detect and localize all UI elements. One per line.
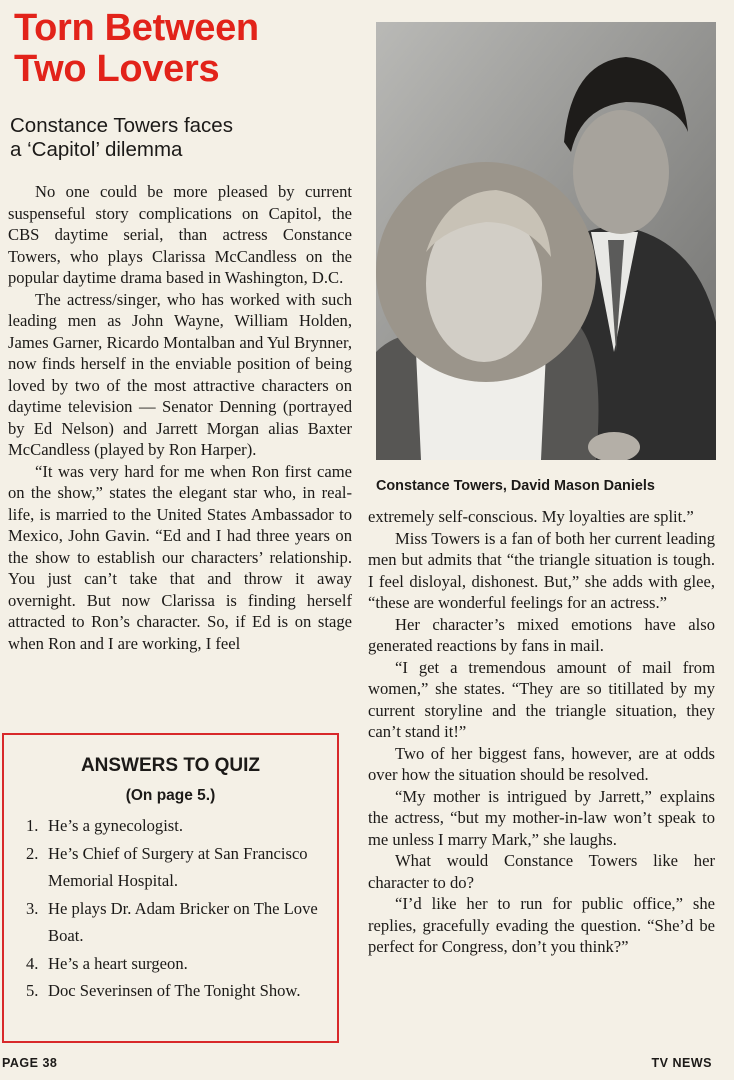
quiz-answer-number: 4.	[26, 953, 39, 973]
article-column-left	[8, 181, 352, 654]
quiz-answer-text: He plays Dr. Adam Bricker on The Love Boat.	[48, 898, 318, 945]
quiz-answer	[26, 977, 321, 1005]
quiz-answer	[26, 840, 321, 895]
publication-name: TV NEWS	[651, 1056, 712, 1070]
quiz-title: ANSWERS TO QUIZ	[80, 755, 261, 776]
article-headline	[14, 8, 344, 90]
article-paragraph: extremely self-conscious. My loyalties are split.”	[368, 507, 694, 526]
photo-caption: Constance Towers, David Mason Daniels	[376, 478, 655, 494]
quiz-answer-list	[26, 812, 321, 1005]
quiz-answer	[26, 812, 321, 840]
photo-illustration	[376, 22, 716, 460]
quiz-answer-text: He’s a heart surgeon.	[48, 953, 188, 973]
quiz-answer-text: Doc Severinsen of The Tonight Show.	[48, 981, 301, 1000]
subhead-line-2: a ‘Capitol’ dilemma	[10, 138, 183, 161]
quiz-subtitle: (On page 5.)	[125, 787, 216, 804]
article-paragraph: Her character’s mixed emotions have also generated reactions by fans in mail.	[368, 614, 715, 655]
subhead-line-1: Constance Towers faces	[10, 114, 233, 137]
quiz-answer-text: He’s a gynecologist.	[48, 816, 184, 835]
article-paragraph: The actress/singer, who has worked with such leading men as John Wayne, William Holden, James Garner, Ricardo Montalban and Yul Brynner, now finds herself in the enviable position of being loved by two of the most attractive characters on daytime television — Senator Denning (portrayed by Ed Nelson) and Jarrett Morgan alias Baxter McCandless (played by Ron Harper).	[8, 289, 352, 459]
quiz-answer-number: 2.	[26, 843, 39, 863]
quiz-answer-number: 3.	[26, 898, 39, 918]
photo-couple	[376, 22, 716, 460]
quiz-answer	[26, 895, 321, 950]
article-paragraph: What would Constance Towers like her character to do?	[368, 851, 715, 892]
page-number: PAGE 38	[2, 1056, 58, 1070]
article-paragraph: “I get a tremendous amount of mail from women,” she states. “They are so titillated by my current storyline and the triangle situation, they can’t stand it!”	[368, 657, 715, 741]
quiz-answer-number: 5.	[26, 981, 39, 1000]
article-paragraph: “I’d like her to run for public office,” she replies, gracefully evading the question. “She’d be perfect for Congress, don’t you think?”	[368, 894, 715, 956]
quiz-answer-text: He’s Chief of Surgery at San Francisco Memorial Hospital.	[48, 843, 308, 890]
article-paragraph: Two of her biggest fans, however, are at odds over how the situation should be resolved.	[368, 743, 715, 784]
article-column-right	[368, 506, 715, 958]
headline-line-2: Two Lovers	[14, 48, 220, 90]
headline-line-1: Torn Between	[14, 7, 259, 49]
article-paragraph: No one could be more pleased by current suspenseful story complications on Capitol, the CBS daytime serial, than actress Constance Towers, who plays Clarissa McCandless on the popular daytime drama based in Washington, D.C.	[8, 182, 352, 287]
quiz-answer-number: 1.	[26, 816, 39, 835]
quiz-answers-box	[2, 733, 339, 1043]
article-paragraph: Miss Towers is a fan of both her current leading men but admits that “the triangle situation is tough. I feel disloyal, dishonest. But,” she adds with glee, “these are wonderful feelings for an actress.”	[368, 528, 715, 612]
quiz-answer	[26, 950, 321, 978]
article-paragraph: “My mother is intrigued by Jarrett,” explains the actress, “but my mother-in-law won’t speak to me unless I marry Mark,” she laughs.	[368, 786, 715, 849]
article-paragraph: “It was very hard for me when Ron first came on the show,” states the elegant star who, in real-life, is married to the United States Ambassador to Mexico, John Gavin. “Ed and I had three years on the show to establish our characters’ relationship. You just can’t take that and throw it away overnight. But now Clarissa is finding herself attracted to Ron’s character. So, if Ed is on stage when Ron and I are working, I feel	[8, 461, 352, 653]
article-subhead	[10, 114, 350, 162]
